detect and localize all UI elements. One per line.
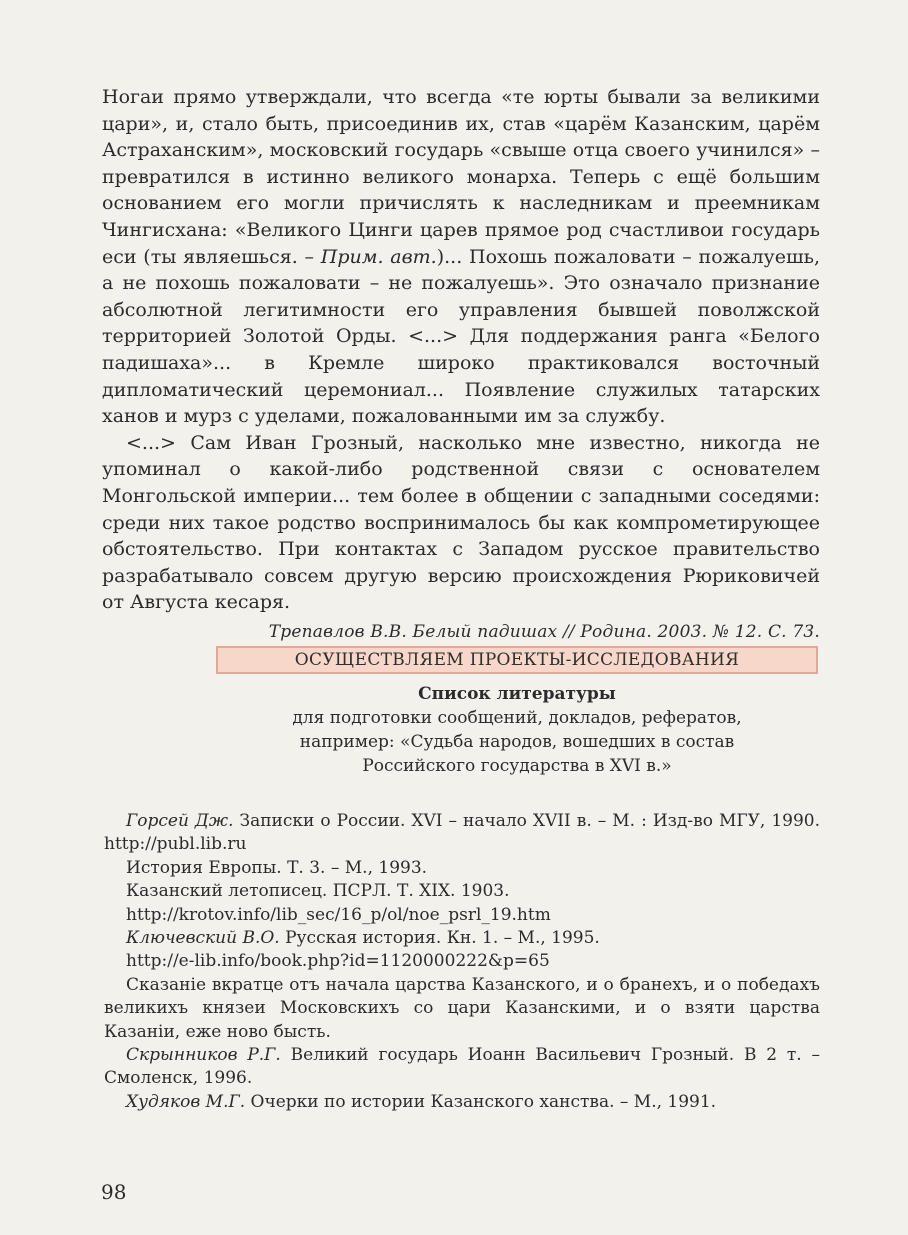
reference-author: Горсей Дж. — [126, 811, 234, 831]
reference-item: Ключевский В.О. Русская история. Кн. 1. – М., 1995. — [126, 928, 600, 949]
paragraph-2: <...> Сам Иван Грозный, насколько мне известно, никогда не упоминал о какой-либо родственной связи с основателем Монгольской империи... тем более в общении с западными соседями: среди них такое родство воспринималось бы как компрометирующее обстоятельство. При контактах с Западом русское правительство разрабатывало совсем другую версию происхождения Рюриковичей от Августа кесаря. — [102, 431, 820, 614]
reference-author: Худяков М.Г. — [126, 1091, 246, 1112]
page-number: 98 — [101, 1180, 127, 1204]
reference-item: История Европы. Т. 3. – М., 1993. — [126, 857, 428, 878]
reading-list-header — [216, 682, 818, 778]
reading-list-subtitle-line: Российского государства в XVI в.» — [362, 756, 672, 776]
reference-item: Худяков М.Г. Очерки по истории Казанского ханства. – М., 1991. — [126, 1091, 717, 1112]
reference-item: http://e-lib.info/book.php?id=1120000222&p=65 — [126, 951, 550, 972]
reference-item: Горсей Дж. Записки о России. XVI – начало XVII в. – М. : Изд-во МГУ, 1990. http://publ.lib.ru — [104, 811, 820, 855]
section-banner: ОСУЩЕСТВЛЯЕМ ПРОЕКТЫ-ИССЛЕДОВАНИЯ — [216, 646, 818, 674]
reference-author: Ключевский В.О. — [126, 928, 280, 949]
reference-item: http://krotov.info/lib_sec/16_p/ol/noe_psrl_19.htm — [126, 904, 551, 925]
reference-item: Сказаніе вкратце отъ начала царства Казанского, и о бранехъ, и о победахъ великихъ князеи Московскихъ со цари Казанскими, и о взяти царства Казаніи, еже ново бысть. — [104, 974, 820, 1042]
reference-list — [104, 810, 820, 1114]
reference-item: Казанский летописец. ПСРЛ. Т. XIX. 1903. — [126, 881, 510, 902]
reading-list-title: Список литературы — [418, 684, 616, 704]
reading-list-subtitle-line: например: «Судьба народов, вошедших в состав — [299, 732, 735, 752]
paragraph-1: Ногаи прямо утверждали, что всегда «те юрты бывали за великими цари», и, стало быть, присоединив их, став «царём Казанским, царём Астраханским», московский государь «свыше отца своего учинился» – превратился в истинно великого монарха. Теперь с ещё большим основанием его могли причислять к наследникам и преемникам Чингисхана: «Великого Цинги царев прямое род счастливои государь еси (ты являешься. – Прим. авт.)... Похошь пожаловати – пожалуешь, а не похошь пожаловати – не пожалуешь». Это означало признание абсолютной легитимности его управления бывшей поволжской территорией Золотой Орды. <...> Для поддержания ранга «Белого падишаха»... в Кремле широко практиковался восточный дипломатический церемониал... Появление служилых татарских ханов и мурз с уделами, пожалованными им за службу. — [102, 86, 821, 428]
reading-list-subtitle-line: для подготовки сообщений, докладов, рефератов, — [292, 708, 742, 728]
reference-author: Скрынников Р.Г. — [126, 1045, 281, 1066]
source-citation: Трепавлов В.В. Белый падишах // Родина. 2003. № 12. С. 73. — [268, 621, 820, 642]
body-text — [102, 84, 820, 644]
author-note: Прим. авт. — [320, 245, 437, 268]
reference-item: Скрынников Р.Г. Великий государь Иоанн Васильевич Грозный. В 2 т. – Смоленск, 1996. — [104, 1045, 821, 1089]
